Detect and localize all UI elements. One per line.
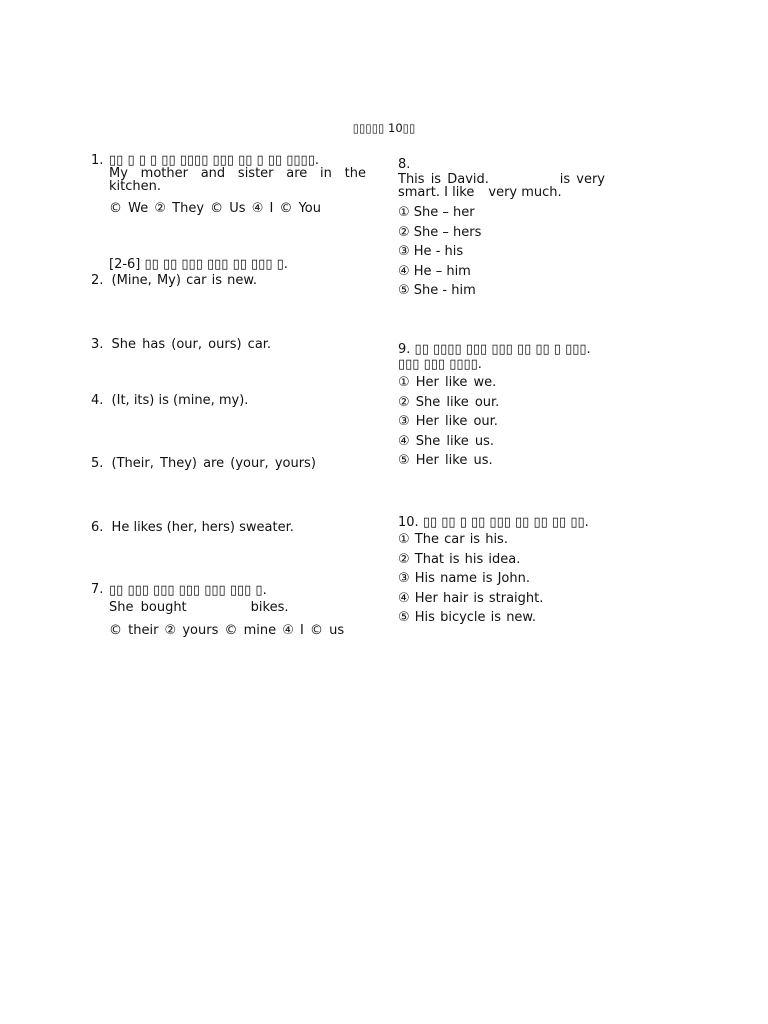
- choice-list: [398, 203, 608, 301]
- question-number: 8.: [398, 157, 411, 172]
- question-text: (Their, They) are (your, yours): [111, 456, 316, 471]
- question-1: [91, 154, 366, 215]
- question-number: 4.: [91, 393, 104, 408]
- choice-list: © We ② They © Us ④ I © You: [109, 201, 321, 216]
- question-6: [91, 521, 294, 534]
- choice-list: [398, 373, 591, 471]
- question-number: 3.: [91, 337, 104, 352]
- choice-item: ③ Her like our.: [398, 414, 498, 430]
- choice-item: ② She like our.: [398, 394, 500, 410]
- choice-item: ④ She like us.: [398, 433, 494, 449]
- choice-item: ① The car is his.: [398, 532, 508, 547]
- choice-item: ⑤ She - him: [398, 283, 476, 299]
- question-7: [91, 583, 366, 637]
- sentence-end: very much.: [488, 185, 562, 200]
- question-2: [91, 274, 257, 287]
- question-10: [398, 516, 589, 628]
- choice-item: ③ His name is John.: [398, 571, 530, 587]
- choice-item: ③ He - his: [398, 244, 464, 260]
- question-9: [398, 342, 591, 471]
- sentence-end: bikes.: [250, 600, 289, 615]
- sentence-end: is very: [559, 172, 605, 187]
- question-number: 2.: [91, 273, 104, 288]
- question-number: 9.: [398, 342, 411, 357]
- question-text: (It, its) is (mine, my).: [111, 393, 249, 408]
- prompt-text: ▯▯▯ ▯▯▯ ▯▯▯▯.: [398, 357, 482, 372]
- choice-list: [398, 530, 589, 628]
- question-sentence: My mother and sister are in the: [109, 166, 366, 181]
- choice-item: ⑤ His bicycle is new.: [398, 610, 536, 626]
- question-text: She has (our, ours) car.: [111, 337, 272, 352]
- question-sentence: [398, 173, 608, 186]
- section-instruction: [2-6] ▯▯ ▯▯ ▯▯▯ ▯▯▯ ▯▯ ▯▯▯ ▯.: [109, 257, 288, 272]
- question-sentence: [398, 186, 608, 199]
- prompt-text: ▯▯ ▯▯▯▯ ▯▯▯ ▯▯▯ ▯▯ ▯▯ ▯ ▯▯▯.: [414, 342, 591, 357]
- question-sentence: kitchen.: [109, 179, 161, 194]
- question-8: [398, 158, 608, 301]
- question-prompt: [398, 516, 589, 530]
- choice-item: ④ He – him: [398, 263, 471, 279]
- choice-item: ⑤ Her like us.: [398, 453, 493, 469]
- sentence-start: smart. I like: [398, 185, 475, 200]
- question-number: 6.: [91, 520, 104, 535]
- choice-item: ④ Her hair is straight.: [398, 590, 544, 606]
- question-number: 1.: [91, 153, 104, 168]
- question-sentence: [109, 600, 366, 615]
- choice-item: ① She – her: [398, 205, 475, 220]
- question-number: 5.: [91, 456, 104, 471]
- choice-item: ① Her like we.: [398, 375, 497, 390]
- sentence-start: She bought: [109, 600, 187, 615]
- question-4: [91, 394, 248, 407]
- question-text: He likes (her, hers) sweater.: [111, 520, 294, 535]
- question-prompt: ▯▯ ▯ ▯ ▯ ▯▯ ▯▯▯▯ ▯▯▯ ▯▯ ▯ ▯▯ ▯▯▯▯.: [109, 153, 319, 168]
- choice-item: ② She – hers: [398, 224, 482, 240]
- question-3: [91, 338, 271, 351]
- question-5: [91, 457, 316, 470]
- question-number: 7.: [91, 582, 104, 597]
- question-number: 10.: [398, 515, 419, 530]
- question-prompt: ▯▯ ▯▯▯ ▯▯▯ ▯▯▯ ▯▯▯ ▯▯▯ ▯.: [109, 583, 267, 598]
- question-prompt: [398, 342, 591, 357]
- choice-list: © their ② yours © mine ④ I © us: [109, 623, 345, 638]
- page-title: ▯▯▯▯▯ 10▯▯: [352, 121, 416, 135]
- prompt-text: ▯▯ ▯▯ ▯ ▯▯ ▯▯▯ ▯▯ ▯▯ ▯▯ ▯▯.: [422, 515, 589, 530]
- question-text: (Mine, My) car is new.: [111, 273, 257, 288]
- choice-item: ② That is his idea.: [398, 551, 521, 567]
- sentence-start: This is David.: [398, 172, 489, 187]
